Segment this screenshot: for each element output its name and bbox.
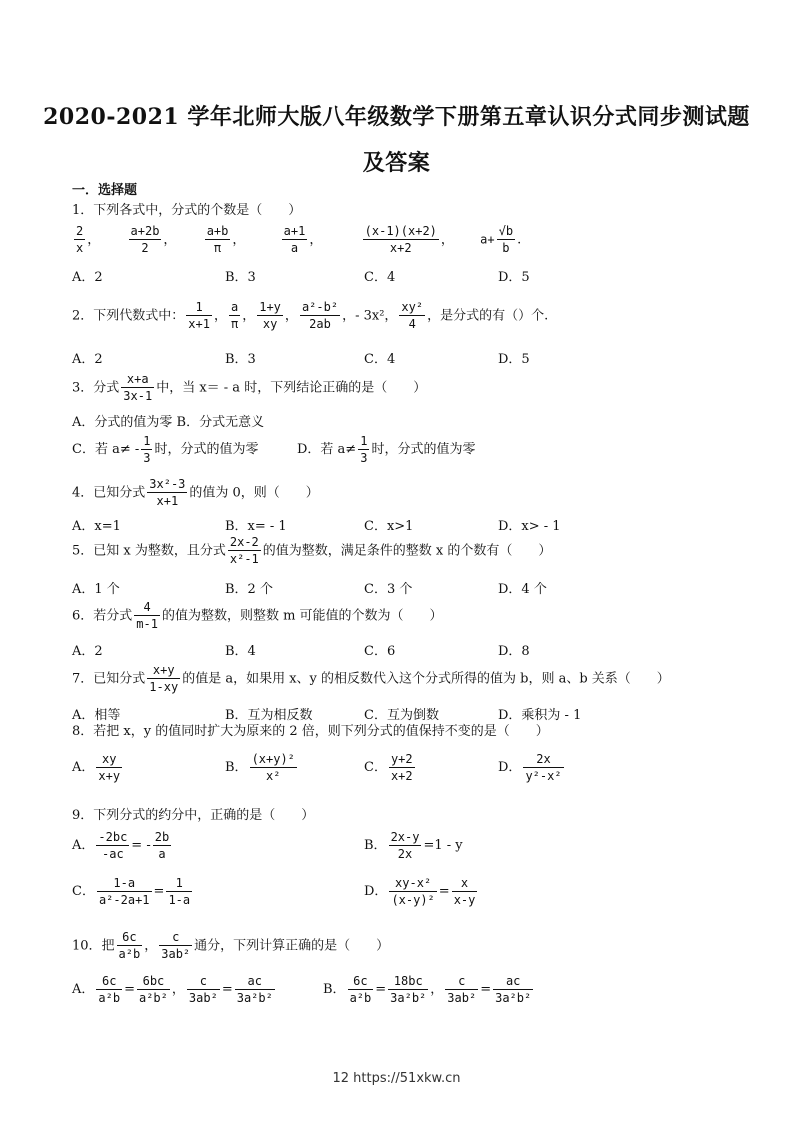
- option-a: A． $\frac{-2bc}{-ac}$ = - $\frac{2b}{a}$: [72, 830, 170, 861]
- question-2-stem: 2．下列代数式中： $\frac{1}{x+1}$ ， $\frac{a}{\pi}$ ， $\frac{1+y}{xy}$ ， $\frac{\text{a²-b²}}{2ab}$ ，- 3x²， $\frac{\text{xy²}}{4}$ ，是分式的有（）个.: [72, 300, 549, 332]
- expr-fraction: $\frac{1}{x+1}$: [188, 300, 210, 332]
- expr-fraction: $\frac{ac}{\text{3a²b²}}$: [495, 974, 532, 1005]
- option-ab: A．分式的值为零 B．分式无意义: [72, 415, 265, 430]
- expr-fraction: $\frac{(x-1)(x+2)}{x+2}$: [364, 224, 437, 256]
- option-b: B． $\frac{\text{(x+y)²}}{\text{x²}}$: [225, 752, 295, 783]
- option-b: B． $\frac{6c}{\text{a²b}}$ = $\frac{18bc}{\text{3a²b²}}$ ， $\frac{c}{\text{3ab²}}$ = $\frac{ac}{\text{3a²b²}}$: [323, 974, 532, 1005]
- option-a: A．2: [72, 644, 103, 659]
- expr-fraction: $\frac{ac}{\text{3a²b²}}$: [236, 974, 273, 1005]
- option-b: B．4: [225, 644, 256, 659]
- expr-fraction: $\frac{1}{3}$: [143, 434, 151, 465]
- option-d: D．8: [498, 644, 530, 659]
- expr-fraction: $\frac{1+y}{xy}$: [259, 300, 281, 332]
- option-a: A．相等: [72, 708, 121, 723]
- option-b: B．3: [225, 352, 256, 367]
- section-heading: 一．选择题: [72, 183, 138, 198]
- option-d: D． $\frac{\text{xy-x²}}{\text{(x-y)²}}$ = $\frac{x}{x-y}$: [364, 876, 476, 907]
- page-title: 2020-2021 学年北师大版八年级数学下册第五章认识分式同步测试题: [43, 104, 750, 130]
- expr-fraction: $\frac{2x-y}{2x}$: [390, 830, 420, 861]
- option-a: A． $\frac{6c}{\text{a²b}}$ = $\frac{6bc}{\text{a²b²}}$ ， $\frac{c}{\text{3ab²}}$ = $\frac{ac}{\text{3a²b²}}$: [72, 974, 273, 1005]
- option-c: C．互为倒数: [364, 708, 439, 723]
- option-c: C． $\frac{1-a}{\text{a²-2a+1}}$ = $\frac{1}{1-a}$: [72, 876, 191, 907]
- question-3-stem: 3．分式 $\frac{x+a}{3x-1}$ 中，当 x＝ - a 时，下列结论正确的是（ ）: [72, 372, 427, 404]
- option-a: A．x=1: [72, 519, 121, 534]
- option-d: D．x> - 1: [498, 519, 561, 534]
- expr-fraction: $\frac{6bc}{\text{a²b²}}$: [138, 974, 168, 1005]
- option-d: D．乘积为 - 1: [498, 708, 582, 723]
- option-c: C．4: [364, 270, 396, 285]
- option-c: C．x>1: [364, 519, 414, 534]
- expr-fraction: $\frac{2x}{\text{y²-x²}}$: [525, 752, 562, 783]
- expr-prefix: a+: [480, 232, 495, 247]
- expr-fraction: $\frac{x+y}{1-xy}$: [149, 663, 179, 695]
- question-4-stem: 4．已知分式 $\frac{\text{3x²-3}}{x+1}$ 的值为 0，则（ ）: [72, 477, 319, 509]
- expr-fraction: $\frac{x+a}{3x-1}$: [123, 372, 153, 404]
- expr-fraction: $\frac{4}{m-1}$: [136, 600, 158, 632]
- expr-fraction: $\frac{xy}{x+y}$: [98, 752, 121, 783]
- expr-fraction: $\frac{\text{a²-b²}}{2ab}$: [301, 300, 339, 332]
- option-a: A．2: [72, 352, 103, 367]
- option-b: B． $\frac{2x-y}{2x}$ =1 - y: [364, 830, 463, 861]
- question-1-stem: 1．下列各式中，分式的个数是（ ）: [72, 203, 302, 218]
- option-d: D．4 个: [498, 582, 547, 597]
- option-b: B．2 个: [225, 582, 273, 597]
- option-b: B．3: [225, 270, 256, 285]
- option-c: C．4: [364, 352, 396, 367]
- expr-fraction: $\frac{2x-2}{\text{x²-1}}$: [229, 535, 259, 567]
- question-9-stem: 9．下列分式的约分中，正确的是（ ）: [72, 808, 315, 823]
- expr-fraction: $\frac{2}{x}$: [76, 224, 84, 256]
- expr-fraction: $\frac{√b}{b}$: [498, 224, 514, 256]
- expr-fraction: $\frac{6c}{\text{a²b}}$: [349, 974, 372, 1005]
- expr-fraction: $\frac{6c}{\text{a²b}}$: [118, 930, 141, 962]
- expr-fraction: $\frac{18bc}{\text{3a²b²}}$: [390, 974, 427, 1005]
- expr-fraction: $\frac{\text{3x²-3}}{x+1}$: [149, 477, 186, 509]
- expr-fraction: $\frac{y+2}{x+2}$: [390, 752, 413, 783]
- expr-fraction: $\frac{a+b}{\pi}$: [206, 224, 229, 256]
- option-d: D．5: [498, 270, 530, 285]
- option-c: C．3 个: [364, 582, 413, 597]
- option-a: A．2: [72, 270, 103, 285]
- option-c: C． $\frac{y+2}{x+2}$: [364, 752, 413, 783]
- expr-fraction: $\frac{-2bc}{-ac}$: [98, 830, 128, 861]
- expr-fraction: $\frac{x}{x-y}$: [453, 876, 476, 907]
- question-7-stem: 7．已知分式 $\frac{x+y}{1-xy}$ 的值是 a，如果用 x、y 的相反数代入这个分式所得的值为 b，则 a、b 关系（ ）: [72, 663, 670, 695]
- page-title-line2: 及答案: [362, 150, 431, 176]
- expr-fraction: $\frac{c}{\text{3ab²}}$: [188, 974, 218, 1005]
- question-1-expressions: $\frac{2}{x}$ ， $\frac{a+2b}{2}$ ， $\frac{a+b}{\pi}$ ， $\frac{a+1}{a}$ ， $\frac{(x-1)(x+2)}{x+2}$ ， a+ $\frac{√b}{b}$ .: [76, 224, 522, 256]
- expr-fraction: $\frac{1}{3}$: [360, 434, 368, 465]
- expr-fraction: $\frac{a+2b}{2}$: [130, 224, 160, 256]
- option-b: B．x= - 1: [225, 519, 287, 534]
- question-10-stem: 10．把 $\frac{6c}{\text{a²b}}$ ， $\frac{c}{\text{3ab²}}$ 通分，下列计算正确的是（ ）: [72, 930, 390, 962]
- question-5-stem: 5．已知 x 为整数，且分式 $\frac{2x-2}{\text{x²-1}}$ 的值为整数，满足条件的整数 x 的个数有（ ）: [72, 535, 552, 567]
- expr-fraction: $\frac{c}{\text{3ab²}}$: [447, 974, 477, 1005]
- option-d: D．5: [498, 352, 530, 367]
- expr-fraction: $\frac{\text{(x+y)²}}{\text{x²}}$: [251, 752, 295, 783]
- expr-fraction: $\frac{1-a}{\text{a²-2a+1}}$: [98, 876, 150, 907]
- question-8-stem: 8．若把 x，y 的值同时扩大为原来的 2 倍，则下列分式的值保持不变的是（ ）: [72, 724, 549, 739]
- option-a: A． $\frac{xy}{x+y}$: [72, 752, 121, 783]
- expr-fraction: $\frac{1}{1-a}$: [168, 876, 191, 907]
- option-d: D． $\frac{2x}{\text{y²-x²}}$: [498, 752, 562, 783]
- option-a: A．1 个: [72, 582, 120, 597]
- expr-fraction: $\frac{6c}{\text{a²b}}$: [98, 974, 121, 1005]
- option-d: D．若 a≠ $\frac{1}{3}$ 时，分式的值为零: [297, 434, 476, 465]
- expr-fraction: $\frac{\text{xy-x²}}{\text{(x-y)²}}$: [391, 876, 435, 907]
- expr-fraction: $\frac{a}{\pi}$: [230, 300, 239, 332]
- expr-fraction: $\frac{a+1}{a}$: [283, 224, 306, 256]
- expr-fraction: $\frac{\text{xy²}}{4}$: [401, 300, 424, 332]
- option-c: C．若 a≠ - $\frac{1}{3}$ 时，分式的值为零: [72, 434, 259, 465]
- page-footer: 12 https://51xkw.cn: [332, 1071, 461, 1086]
- question-6-stem: 6．若分式 $\frac{4}{m-1}$ 的值为整数，则整数 m 可能值的个数为（ ）: [72, 600, 443, 632]
- expr-fraction: $\frac{2b}{a}$: [154, 830, 170, 861]
- option-b: B．互为相反数: [225, 708, 313, 723]
- expr-fraction: $\frac{c}{\text{3ab²}}$: [161, 930, 191, 962]
- option-c: C．6: [364, 644, 396, 659]
